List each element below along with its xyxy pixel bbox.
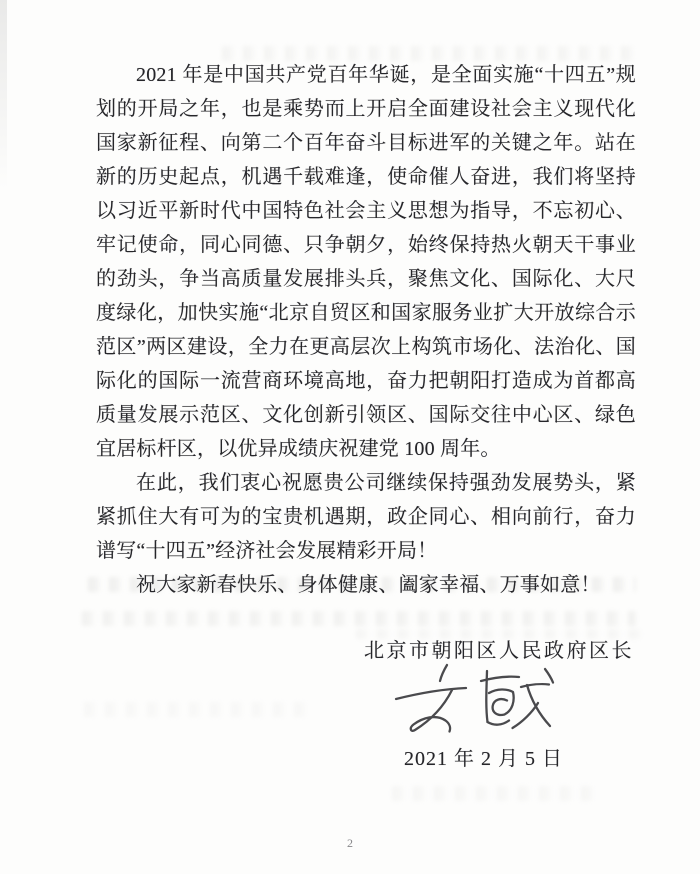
scan-edge-artifact xyxy=(0,0,7,190)
letter-paragraph-3: 祝大家新春快乐、身体健康、阖家幸福、万事如意！ xyxy=(136,574,601,596)
bleed-through-ghost-text xyxy=(82,611,636,626)
handwritten-signature xyxy=(390,658,570,750)
signer-title: 北京市朝阳区人民政府区长 xyxy=(364,640,634,662)
letter-paragraph-1: 2021 年是中国共产党百年华诞，是全面实施“十四五”规划的开局之年，也是乘势而上开启全面建设社会主义现代化国家新征程、向第二个百年奋斗目标进军的关键之年。站在新的历史起点，机遇千载难逢，使命催人奋进，我们将坚持以习近平新时代中国特色社会主义思想为指导，不忘初心、牢记使命，同心同德、只争朝夕，始终保持热火朝天干事业的劲头，争当高质量发展排头兵，聚焦文化、国际化、大尺度绿化，加快实施“北京自贸区和国家服务业扩大开放综合示范区”两区建设，全力在更高层次上构筑市场化、法治化、国际化的国际一流营商环境高地，奋力把朝阳打造成为首都高质量发展示范区、文化创新引领区、国际交往中心区、绿色宜居标杆区，以优异成绩庆祝建党 100 周年。 xyxy=(96,64,636,460)
bleed-through-ghost-text xyxy=(392,786,597,801)
letter-date: 2021 年 2 月 5 日 xyxy=(404,748,563,770)
bleed-through-ghost-text xyxy=(84,702,314,717)
page-number: 2 xyxy=(347,836,353,850)
letter-paragraph-2: 在此，我们衷心祝愿贵公司继续保持强劲发展势头，紧紧抓住大有可为的宝贵机遇期，政企同心、相向前行，奋力谱写“十四五”经济社会发展精彩开局！ xyxy=(96,472,636,562)
letter-body xyxy=(96,58,636,602)
